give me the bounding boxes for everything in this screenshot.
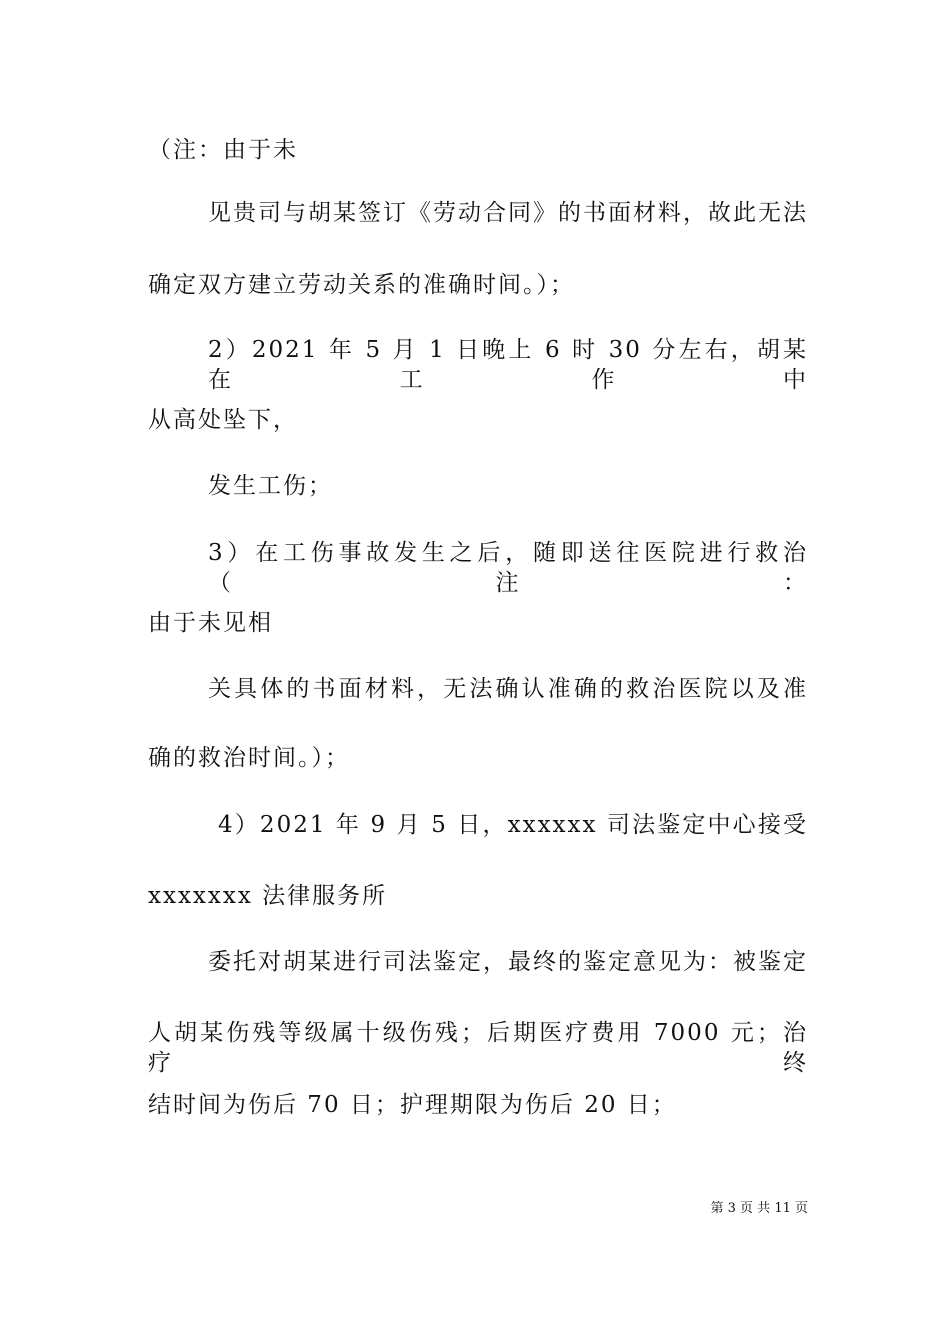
text-line-15: 结时间为伤后 70 日；护理期限为伤后 20 日； — [148, 1092, 677, 1118]
text-line-11: 4）2021 年 9 月 5 日，xxxxxx 司法鉴定中心接受 — [218, 812, 808, 838]
text-line-1: （注：由于未 — [148, 137, 298, 163]
text-line-13: 委托对胡某进行司法鉴定，最终的鉴定意见为：被鉴定 — [208, 949, 808, 975]
text-line-3: 确定双方建立劳动关系的准确时间。）； — [148, 272, 575, 298]
text-line-12: xxxxxxx 法律服务所 — [148, 883, 388, 909]
text-line-7: 3）在工伤事故发生之后，随即送往医院进行救治（注： — [208, 540, 808, 596]
text-line-6: 发生工伤； — [208, 473, 333, 499]
text-line-4: 2）2021 年 5 月 1 日晚上 6 时 30 分左右，胡某在工作中 — [208, 337, 808, 393]
text-line-2: 见贵司与胡某签订《劳动合同》的书面材料，故此无法 — [208, 200, 808, 226]
text-line-5: 从高处坠下， — [148, 407, 298, 433]
page-number-footer: 第 3 页 共 11 页 — [710, 1201, 808, 1216]
text-line-14: 人胡某伤残等级属十级伤残；后期医疗费用 7000 元；治疗终 — [148, 1020, 808, 1076]
text-line-10: 确的救治时间。）； — [148, 745, 350, 771]
text-line-8: 由于未见相 — [148, 610, 273, 636]
text-line-9: 关具体的书面材料，无法确认准确的救治医院以及准 — [208, 676, 808, 702]
